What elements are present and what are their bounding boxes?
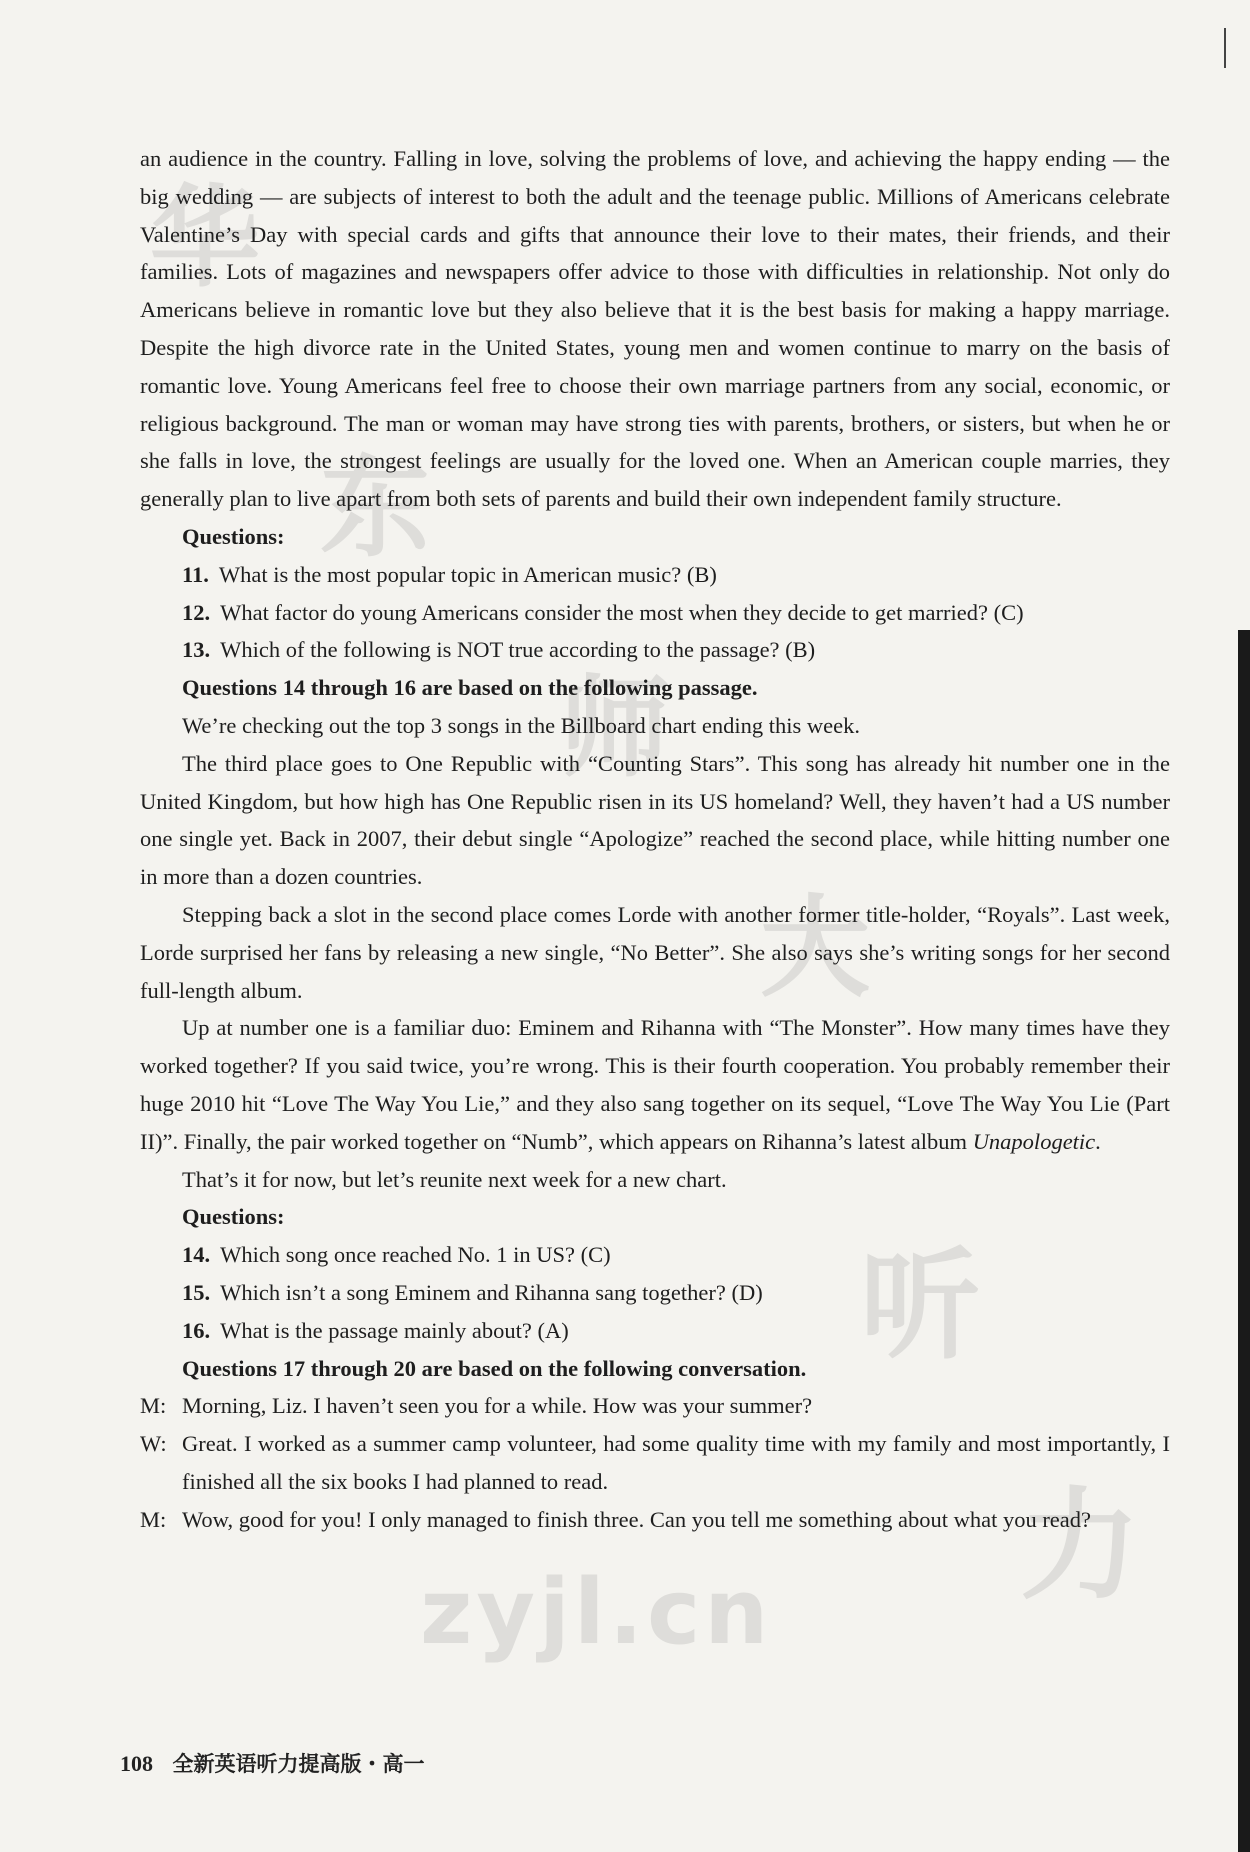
page-number: 108 <box>120 1751 153 1776</box>
book-title: 全新英语听力提高版・高一 <box>172 1752 425 1776</box>
speaker-label: M: <box>140 1506 167 1532</box>
dialog-text: Morning, Liz. I haven’t seen you for a while. How was your summer? <box>182 1393 813 1419</box>
question-text: What is the most popular topic in American music? (B) <box>218 561 717 587</box>
question-text: What is the passage mainly about? (A) <box>220 1317 569 1343</box>
paragraph-text: . <box>1095 1128 1101 1154</box>
passage-b-closing: That’s it for now, but let’s reunite next week for a new chart. <box>182 1166 727 1192</box>
question-number: 12. <box>182 599 211 625</box>
speaker-label: M: <box>140 1393 167 1419</box>
section-heading: Questions 17 through 20 are based on the following conversation. <box>182 1355 807 1381</box>
watermark-char: 大 <box>760 884 870 1012</box>
question-item <box>140 1274 1170 1312</box>
dialog-line <box>140 1425 1170 1501</box>
passage-a-paragraph: an audience in the country. Falling in love, solving the problems of love, and achieving the happy ending — the big wedding — are subjects of interest to both the adult and the teenage public. Millions of Americans celebrate Valentine’s Day with special cards and gifts that announce their love to their mates, their friends, and their families. Lots of magazines and newspapers offer advice to those with difficulties in relationship. Not only do Americans believe in romantic love but they also believe that it is the best basis for making a happy marriage. Despite the high divorce rate in the United States, young men and women continue to marry on the basis of romantic love. Young Americans feel free to choose their own marriage partners from any social, economic, or religious background. The man or woman may have strong ties with parents, brothers, or sisters, but when he or she falls in love, the strongest feelings are usually for the loved one. When an American couple marries, they generally plan to live apart from both sets of parents and build their own independent family structure. <box>140 146 1170 512</box>
watermark-char: 听 <box>860 1237 980 1376</box>
dialog-text: Wow, good for you! I only managed to finish three. Can you tell me something about what you read? <box>182 1506 1092 1532</box>
question-item <box>140 631 1170 669</box>
watermark-char: 力 <box>1020 1477 1140 1616</box>
question-item <box>140 556 1170 594</box>
passage-b-paragraph: Stepping back a slot in the second place comes Lorde with another former title-holder, “Royals”. Last week, Lorde surprised her fans by releasing a new single, “No Better”. She also says she’s writing songs for her second full-length album. <box>140 901 1170 1003</box>
scan-mark <box>1224 28 1226 68</box>
passage-b-paragraph <box>140 1009 1170 1160</box>
watermark-site: zyjl.cn <box>420 1560 773 1665</box>
question-item <box>140 1312 1170 1350</box>
page-content <box>140 140 1170 1538</box>
question-text: What factor do young Americans consider the most when they decide to get married? (C) <box>220 599 1024 625</box>
watermark-char: 师 <box>560 664 670 792</box>
question-number: 14. <box>182 1242 211 1268</box>
question-number: 15. <box>182 1279 211 1305</box>
question-text: Which song once reached No. 1 in US? (C) <box>220 1242 611 1268</box>
question-number: 11. <box>182 561 209 587</box>
dialog-line <box>140 1387 1170 1425</box>
speaker-label: W: <box>140 1431 167 1457</box>
question-text: Which isn’t a song Eminem and Rihanna sang together? (D) <box>220 1279 763 1305</box>
questions-heading: Questions: <box>182 1204 285 1230</box>
passage-b-paragraph: The third place goes to One Republic with “Counting Stars”. This song has already hit number one in the United Kingdom, but how high has One Republic risen in its US homeland? Well, they haven’t had a US number one single yet. Back in 2007, their debut single “Apologize” reached the second place, while hitting number one in more than a dozen countries. <box>140 750 1170 890</box>
watermark-char: 华 <box>150 174 260 302</box>
question-item <box>140 594 1170 632</box>
passage-b-paragraph: We’re checking out the top 3 songs in the Billboard chart ending this week. <box>182 712 861 738</box>
dialog-line <box>140 1501 1170 1539</box>
section-heading: Questions 14 through 16 are based on the following passage. <box>182 675 758 701</box>
questions-heading: Questions: <box>182 523 285 549</box>
question-item <box>140 1236 1170 1274</box>
question-number: 16. <box>182 1317 211 1343</box>
paragraph-text: Up at number one is a familiar duo: Eminem and Rihanna with “The Monster”. How many times have they worked together? If you said twice, you’re wrong. This is their fourth cooperation. You probably remember their huge 2010 hit “Love The Way You Lie,” and they also sang together on its sequel, “Love The Way You Lie (Part II)”. Finally, the pair worked together on “Numb”, which appears on Rihanna’s latest album <box>140 1015 1170 1154</box>
scan-edge-shadow <box>1238 630 1250 1852</box>
album-title: Unapologetic <box>972 1128 1096 1154</box>
page-footer <box>120 1748 425 1778</box>
watermark-char: 东 <box>320 444 430 572</box>
question-number: 13. <box>182 637 211 663</box>
question-text: Which of the following is NOT true according to the passage? (B) <box>220 637 816 663</box>
dialog-text: Great. I worked as a summer camp volunteer, had some quality time with my family and most importantly, I finished all the six books I had planned to read. <box>182 1431 1170 1494</box>
